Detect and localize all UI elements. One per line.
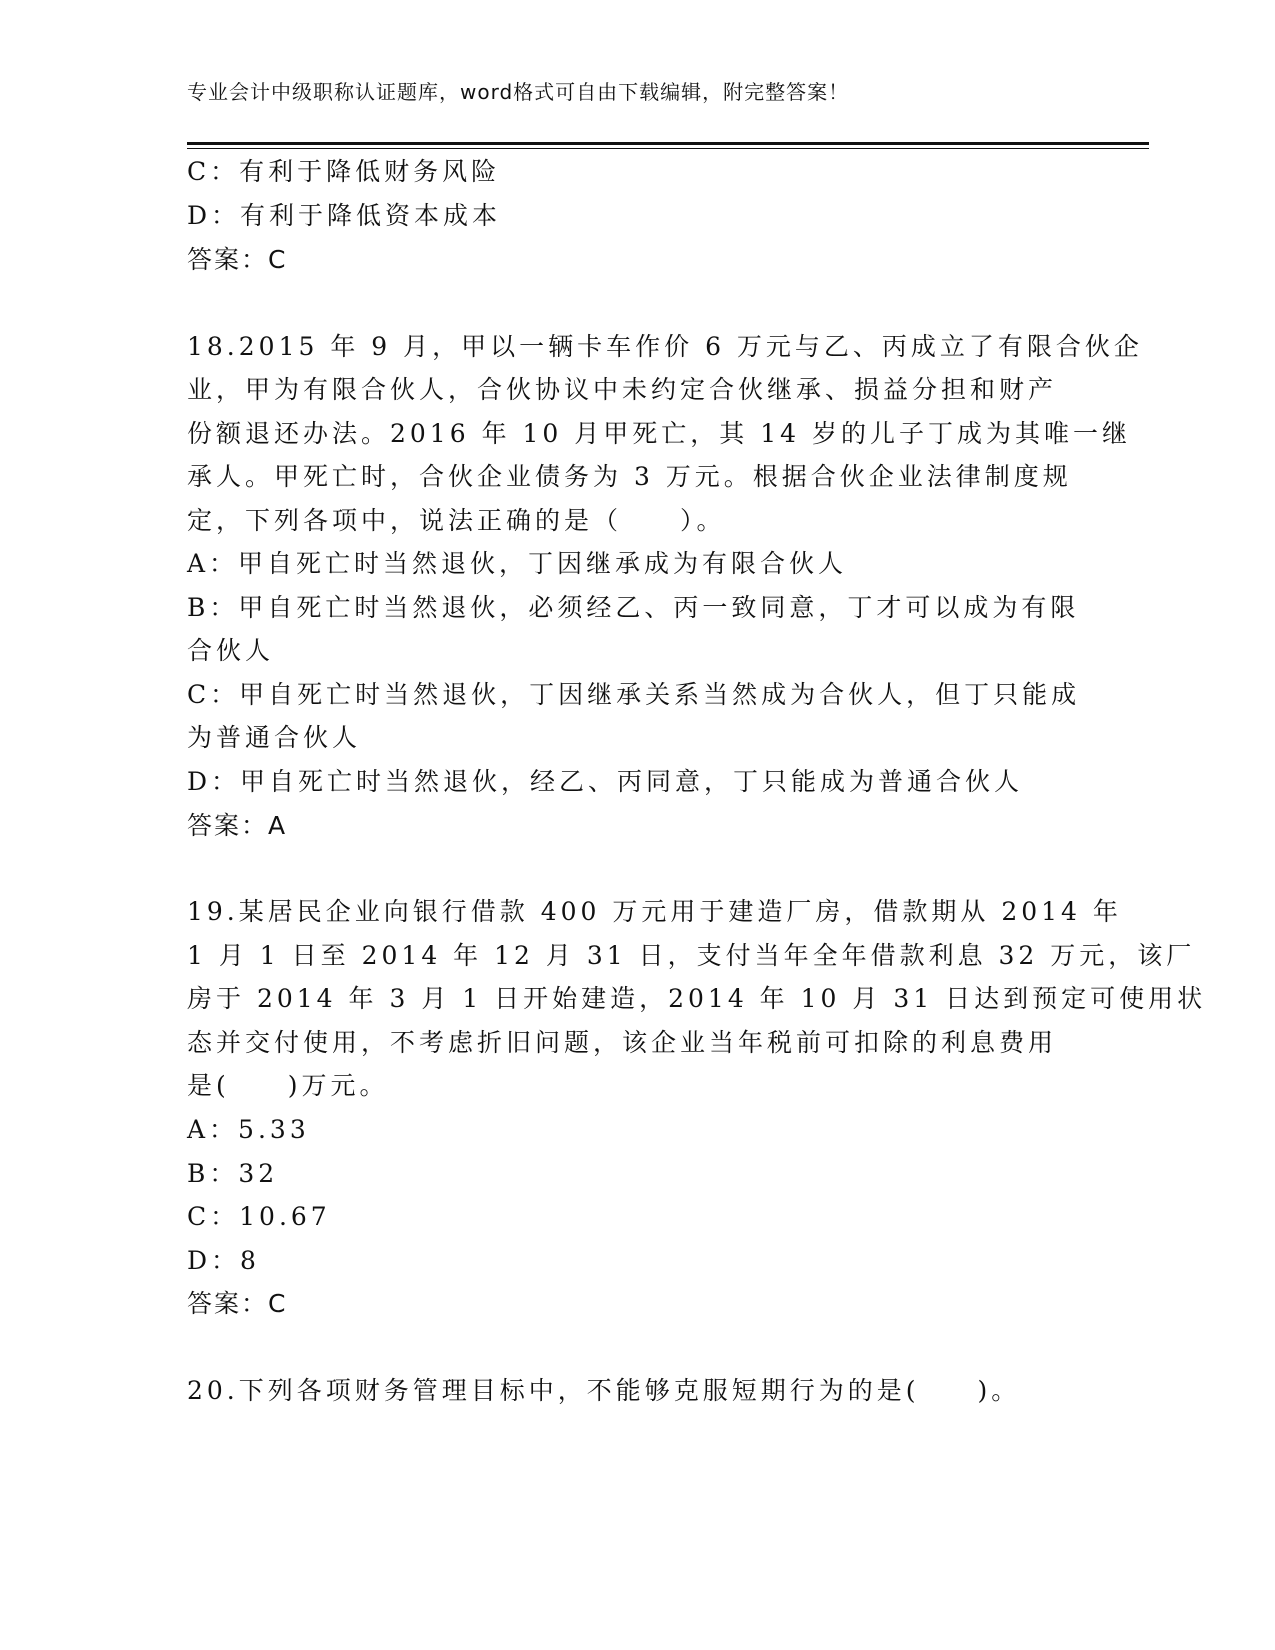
header-rule-thin [187,148,1149,149]
q19-answer: 答案：C [187,1289,288,1318]
q19-stem-line: 19.某居民企业向银行借款 400 万元用于建造厂房，借款期从 2014 年 [187,897,1122,926]
q17-option-c: C：有利于降低财务风险 [187,157,501,186]
q19-stem-line: 态并交付使用，不考虑折旧问题，该企业当年税前可扣除的利息费用 [187,1028,1058,1057]
q18-stem-line: 承人。甲死亡时，合伙企业债务为 3 万元。根据合伙企业法律制度规 [187,462,1072,491]
q18-stem-line: 18.2015 年 9 月，甲以一辆卡车作价 6 万元与乙、丙成立了有限合伙企 [187,332,1143,361]
q19-option-a: A：5.33 [187,1115,310,1144]
q18-option-c-cont: 为普通合伙人 [187,723,362,752]
q19-option-d: D：8 [187,1246,260,1275]
q19-option-c: C：10.67 [187,1202,331,1231]
q18-option-b-cont: 合伙人 [187,636,275,665]
q18-stem-line: 定，下列各项中，说法正确的是（ ）。 [187,506,726,535]
q19-stem-line: 房于 2014 年 3 月 1 日开始建造，2014 年 10 月 31 日达到预定可使用状 [187,984,1207,1013]
q18-option-a: A：甲自死亡时当然退伙，丁因继承成为有限合伙人 [187,549,848,578]
q17-answer: 答案：C [187,245,288,274]
header-rule-thick [187,142,1149,145]
q18-option-b: B：甲自死亡时当然退伙，必须经乙、丙一致同意，丁才可以成为有限 [187,593,1080,622]
q18-option-c: C：甲自死亡时当然退伙，丁因继承关系当然成为合伙人，但丁只能成 [187,680,1081,709]
q18-answer: 答案：A [187,811,288,840]
q18-stem-line: 份额退还办法。2016 年 10 月甲死亡，其 14 岁的儿子丁成为其唯一继 [187,419,1131,448]
q17-option-d: D：有利于降低资本成本 [187,201,502,230]
q19-stem-line: 是( )万元。 [187,1071,389,1100]
q19-option-b: B：32 [187,1159,279,1188]
q18-option-d: D：甲自死亡时当然退伙，经乙、丙同意，丁只能成为普通合伙人 [187,767,1024,796]
page-header: 专业会计中级职称认证题库，word格式可自由下载编辑，附完整答案！ [187,80,850,104]
q18-stem-line: 业，甲为有限合伙人，合伙协议中未约定合伙继承、损益分担和财产 [187,375,1058,404]
q19-stem-line: 1 月 1 日至 2014 年 12 月 31 日，支付当年全年借款利息 32 万元，该厂 [187,941,1196,970]
q20-stem-line: 20.下列各项财务管理目标中，不能够克服短期行为的是( )。 [187,1376,1021,1405]
